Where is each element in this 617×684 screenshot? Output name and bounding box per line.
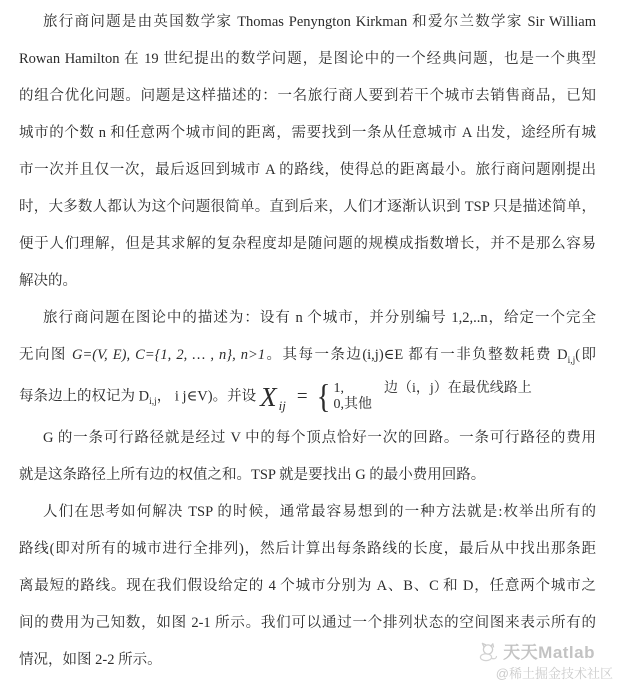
text-line bbox=[19, 226, 596, 263]
text-segment: i,j bbox=[567, 355, 576, 366]
formula-case-value: 1, bbox=[333, 381, 344, 396]
formula-case-condition: 其他 bbox=[343, 397, 372, 412]
text-segment: 时，大多数人都认为这个问题很简单。直到后来，人们才逐渐认识到 TSP 只是描述简单， bbox=[19, 199, 596, 215]
formula-brace-icon: { bbox=[316, 377, 331, 416]
text-line bbox=[19, 152, 596, 189]
text-line bbox=[19, 374, 596, 420]
text-segment: 便于人们理解，但是其求解的复杂程度却是随问题的规模成指数增长，并不是那么容易 bbox=[19, 236, 596, 252]
text-segment: 人们在思考如何解决 TSP 的时候，通常最容易想到的一种方法就是:枚举出所有的 bbox=[43, 504, 596, 520]
watermark-brand: 天天Matlab bbox=[503, 643, 595, 662]
text-line bbox=[19, 337, 596, 374]
text-line bbox=[19, 300, 596, 337]
text-line bbox=[19, 457, 596, 494]
text-segment: 离最短的路线。现在我们假设给定的 4 个城市分别为 A、B、C 和 D，任意两个城市之 bbox=[19, 578, 596, 594]
text-segment: ， i j∈V)。并设 bbox=[156, 388, 257, 405]
text-line bbox=[19, 78, 596, 115]
cat-icon bbox=[476, 640, 500, 662]
formula-case-condition: 边（i，j）在最优线路上 bbox=[383, 381, 532, 396]
text-line bbox=[19, 420, 596, 457]
text-segment: i,j bbox=[149, 397, 157, 408]
text-line bbox=[19, 115, 596, 152]
text-segment: 间的费用为己知数，如图 2-1 所示。我们可以通过一个排列状态的空间图来表示所有的 bbox=[19, 615, 596, 631]
text-segment: 的组合优化问题。问题是这样描述的：一名旅行商人要到若干个城市去销售商品，已知 bbox=[19, 88, 596, 104]
formula-equals: = bbox=[296, 386, 308, 407]
text-segment: Rowan Hamilton 在 19 世纪提出的数学问题，是图论中的一个经典问题，也是一个典型 bbox=[19, 51, 596, 67]
text-segment: G=(V, E), C={1, 2, … , n}, n>1 bbox=[71, 347, 266, 363]
watermark-brand-row bbox=[476, 638, 595, 663]
text-segment: 解决的。 bbox=[19, 273, 77, 289]
text-line bbox=[19, 531, 596, 568]
text-line bbox=[19, 4, 596, 41]
text-segment: 城市的个数 n 和任意两个城市间的距离，需要找到一条从任意城市 A 出发，途经所有城 bbox=[19, 125, 596, 141]
text-line bbox=[19, 189, 596, 226]
text-segment: (即 bbox=[575, 347, 597, 363]
watermark bbox=[476, 638, 613, 682]
formula-variable: X bbox=[260, 381, 277, 412]
text-line bbox=[19, 263, 596, 300]
formula-cases bbox=[333, 381, 537, 413]
text-segment: 无向图 bbox=[19, 347, 72, 363]
text-segment: 就是这条路径上所有边的权值之和。TSP 就是要找出 G 的最小费用回路。 bbox=[19, 467, 486, 483]
text-line bbox=[19, 568, 596, 605]
text-segment: 市一次并且仅一次，最后返回到城市 A 的路线，使得总的距离最小。旅行商问题刚提出 bbox=[19, 162, 596, 178]
text-segment: 旅行商问题是由英国数学家 Thomas Penyngton Kirkman 和爱尔兰数学家 Sir William bbox=[43, 14, 596, 30]
text-segment: 情况，如图 2-2 所示。 bbox=[19, 652, 162, 668]
watermark-community: @稀土掘金技术社区 bbox=[495, 666, 613, 681]
formula-subscript: ij bbox=[278, 398, 286, 413]
text-line bbox=[19, 494, 596, 531]
text-segment: 每条边上的权记为 D bbox=[19, 388, 150, 405]
text-segment: 路线(即对所有的城市进行全排列)，然后计算出每条路线的长度，最后从中找出那条距 bbox=[19, 541, 596, 557]
formula-case-value: 0, bbox=[333, 397, 344, 412]
text-segment: G 的一条可行路径就是经过 V 中的每个顶点恰好一次的回路。一条可行路径的费用 bbox=[43, 430, 596, 446]
xij-case-formula bbox=[260, 374, 538, 420]
text-line bbox=[19, 605, 596, 642]
text-line bbox=[19, 41, 596, 78]
text-segment: 。其每一条边(i,j)∈E 都有一非负整数耗费 D bbox=[265, 347, 568, 363]
text-segment: 旅行商问题在图论中的描述为：设有 n 个城市，并分别编号 1,2,..n，给定一个完全 bbox=[43, 310, 596, 326]
